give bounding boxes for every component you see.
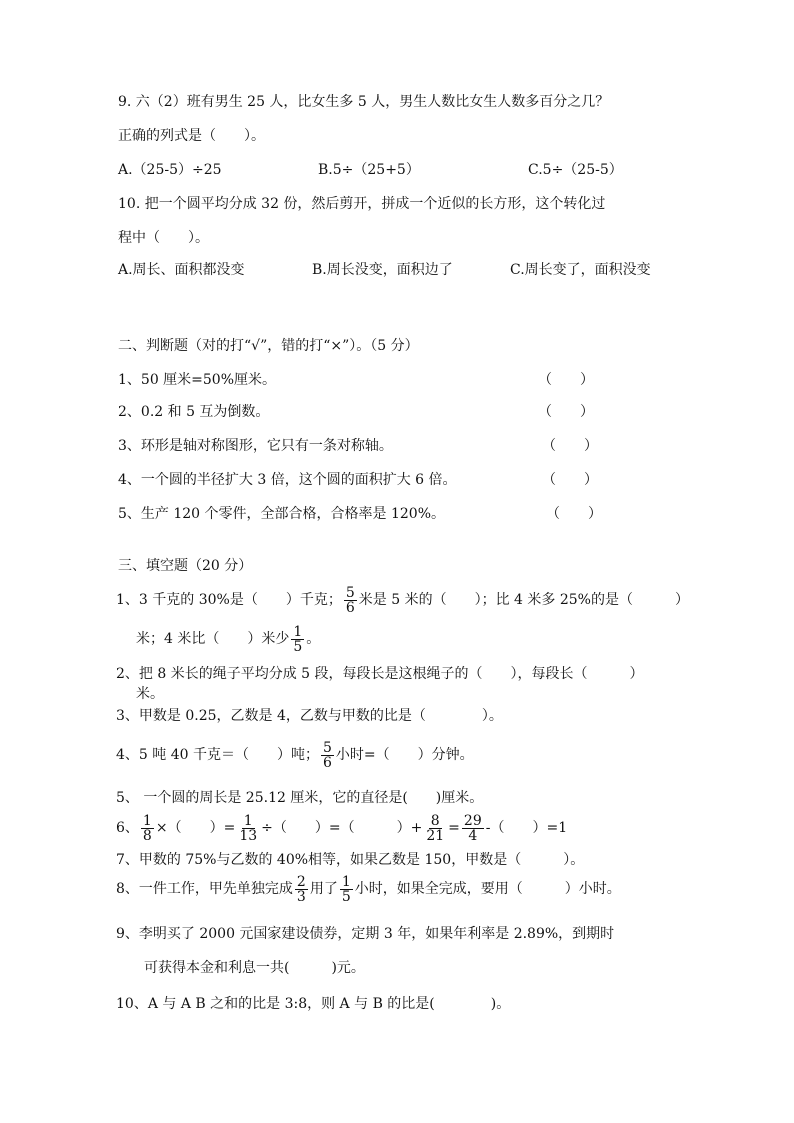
fill4-fraction: $\frac{5}{6}$: [322, 739, 332, 771]
fill1-text-a: 1、3 千克的 30%是（ ）千克；: [116, 592, 342, 608]
q10-option-a: A.周长、面积都没变: [118, 262, 245, 278]
fill8-fraction-2: $\frac{1}{5}$: [341, 873, 351, 905]
fill6-text-e: -（ ）=1: [485, 820, 568, 836]
q9-option-b: B.5÷（25+5）: [318, 162, 420, 178]
fill-item-2-line1: 2、把 8 米长的绳子平均分成 5 段，每段长是这根绳子的（ ），每段长（ ）: [116, 666, 644, 682]
fill-item-4: [116, 738, 474, 772]
fill1-text-d: 。: [306, 631, 321, 647]
fill-item-7: 7、甲数的 75%与乙数的 40%相等，如果乙数是 150，甲数是（ ）。: [116, 852, 585, 868]
q9-option-c: C.5÷（25-5）: [528, 162, 623, 178]
fill1-text-c: 米；4 米比（ ）米少: [136, 631, 290, 647]
fill6-text-d: =: [448, 820, 460, 836]
q10-text-line1: 10. 把一个圆平均分成 32 份，然后剪开，拼成一个近似的长方形，这个转化过: [118, 196, 606, 212]
q10-option-c: C.周长变了，面积没变: [510, 262, 651, 278]
judge-item-3: 3、环形是轴对称图形，它只有一条对称轴。: [118, 438, 393, 454]
section2-heading: 二、判断题（对的打“√”，错的打“×”）。（5 分）: [118, 338, 419, 354]
fill8-fraction-1: $\frac{2}{3}$: [296, 873, 306, 905]
fill-item-9-line1: 9、李明买了 2000 元国家建设债券，定期 3 年，如果年利率是 2.89%，到期时: [116, 926, 615, 942]
fill-item-10: 10、A 与 A B 之和的比是 3:8，则 A 与 B 的比是( )。: [116, 996, 511, 1012]
q9-text-line2: 正确的列式是（ ）。: [118, 128, 265, 144]
judge-answer-3: （ ）: [542, 438, 598, 454]
fill1-text-b: 米是 5 米的（ ）；比 4 米多 25%的是（ ）: [358, 592, 689, 608]
fill1-fraction-2: $\frac{1}{5}$: [293, 623, 303, 655]
judge-item-4: 4、一个圆的半径扩大 3 倍，这个圆的面积扩大 6 倍。: [118, 472, 457, 488]
fill-item-6: [116, 811, 567, 845]
fill-item-5: 5、 一个圆的周长是 25.12 厘米，它的直径是( )厘米。: [116, 790, 484, 806]
fill8-text-a: 8、一件工作，甲先单独完成: [116, 881, 293, 897]
fill1-fraction-1: $\frac{5}{6}$: [345, 584, 355, 616]
fill-item-1-line1: [116, 583, 689, 617]
fill4-text-b: 小时=（ ）分钟。: [335, 747, 474, 763]
fill-item-3: 3、甲数是 0.25，乙数是 4，乙数与甲数的比是（ ）。: [116, 708, 503, 724]
judge-answer-4: （ ）: [542, 472, 598, 488]
judge-answer-5: （ ）: [546, 506, 602, 522]
fill-item-2-line2: 米。: [136, 686, 164, 702]
q9-text-line1: 9. 六（2）班有男生 25 人，比女生多 5 人，男生人数比女生人数多百分之几？: [118, 94, 610, 110]
fill6-fraction-1: $\frac{1}{8}$: [142, 812, 152, 844]
fill6-text-a: 6、: [116, 820, 139, 836]
fill4-text-a: 4、5 吨 40 千克＝（ ）吨；: [116, 747, 319, 763]
q10-text-line2: 程中（ ）。: [118, 230, 209, 246]
judge-item-2: 2、0.2 和 5 互为倒数。: [118, 404, 270, 420]
q10-option-b: B.周长没变，面积边了: [312, 262, 453, 278]
fill6-fraction-2: $\frac{1}{13}$: [239, 812, 258, 844]
fill6-fraction-3: $\frac{8}{21}$: [426, 812, 445, 844]
fill6-fraction-4: $\frac{29}{4}$: [463, 812, 482, 844]
fill-item-8: [116, 872, 621, 906]
fill8-text-b: 用了: [309, 881, 338, 897]
section3-heading: 三、填空题（20 分）: [118, 558, 253, 574]
fill6-text-c: ÷（ ）=（ ）+: [261, 820, 423, 836]
fill6-text-b: ×（ ）=: [155, 820, 236, 836]
fill-item-1-line2: [136, 622, 320, 656]
judge-answer-2: （ ）: [538, 404, 594, 420]
judge-answer-1: （ ）: [538, 372, 594, 388]
judge-item-1: 1、50 厘米=50%厘米。: [118, 372, 277, 388]
q9-option-a: A.（25-5）÷25: [118, 162, 222, 178]
judge-item-5: 5、生产 120 个零件，全部合格，合格率是 120%。: [118, 506, 446, 522]
fill8-text-c: 小时，如果全完成，要用（ ）小时。: [354, 881, 621, 897]
fill-item-9-line2: 可获得本金和利息一共( )元。: [144, 960, 365, 976]
